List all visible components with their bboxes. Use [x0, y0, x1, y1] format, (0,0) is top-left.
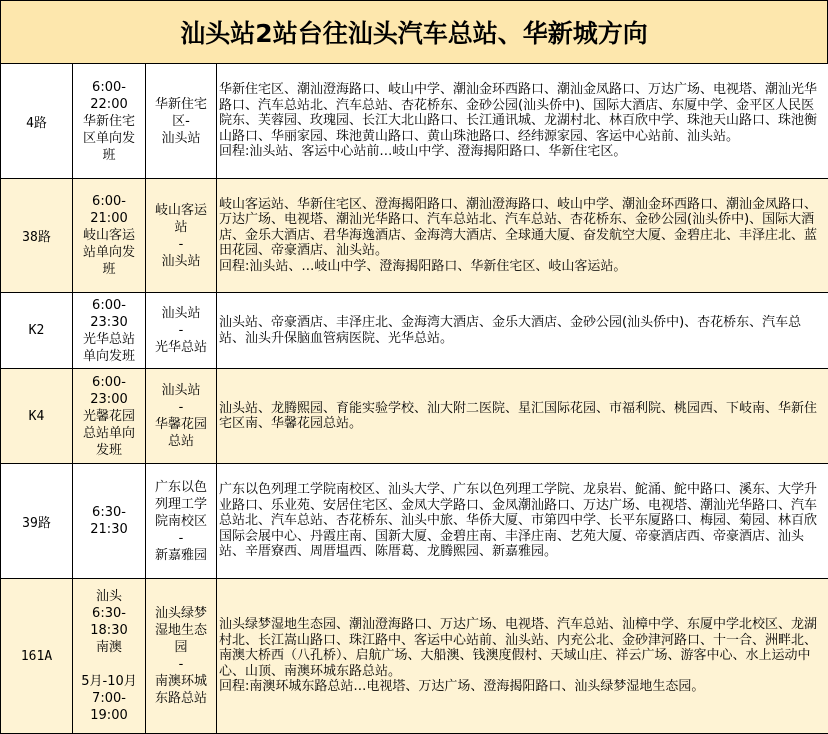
route-direction-line: 岐山客运	[148, 202, 214, 219]
outbound-stops: 广东以色列理工学院南校区、汕头大学、广东以色列理工学院、龙泉岩、鮀涌、鮀中路口、溪东、大学升业路口、乐业苑、安居住宅区、金凤大学路口、金凤潮汕路口、万达广场、电视塔、潮汕光华路口、汽车总站北、汽车总站、杏花桥东、汕头中旅、华侨大厦、市第四中学、长平东厦路口、梅园、菊园、林百欣国际会展中心、丹霞庄南、国新大厦、金碧庄南、丰泽庄南、艺苑大厦、帝豪酒店西、帝豪酒店、汕头站、辛厝寮西、周厝塭西、陈厝葛、龙腾熙园、新嘉雅园。	[219, 482, 826, 560]
service-hours-line: 23:30	[75, 314, 143, 331]
route-row	[1, 64, 828, 179]
route-direction-line: 汕头站	[148, 305, 214, 322]
route-number: 4路	[1, 64, 73, 179]
service-hours	[73, 579, 146, 734]
service-hours-line: 6:30-	[75, 605, 143, 622]
outbound-stops: 岐山客运站、华新住宅区、澄海揭阳路口、潮汕澄海路口、岐山中学、潮汕金环西路口、潮汕金凤路口、万达广场、电视塔、潮汕光华路口、汽车总站北、汽车总站、杏花桥东、金砂公园(汕头侨中)、国际大酒店、金乐大酒店、君华海逸酒店、金海湾大酒店、全球通大厦、奋发航空大厦、金碧庄北、丰泽庄北、蓝田花园、帝豪酒店、汕头站。	[219, 197, 826, 259]
service-hours-line: 单向发班	[75, 348, 143, 365]
route-direction-line: 区-	[148, 113, 214, 130]
route-direction-line: -	[148, 399, 214, 416]
service-hours-line: 6:00-	[75, 193, 143, 210]
route-direction-line: 汕头站	[148, 253, 214, 270]
stop-list	[217, 293, 828, 369]
route-number: 38路	[1, 179, 73, 293]
stop-list	[217, 579, 828, 734]
route-direction	[146, 369, 217, 464]
route-direction-line: 东路总站	[148, 690, 214, 707]
route-number: 161A	[1, 579, 73, 734]
route-direction-line: 列理工学	[148, 496, 214, 513]
service-hours-line: 光华总站	[75, 331, 143, 348]
route-row	[1, 579, 828, 734]
service-hours-line: 班	[75, 147, 143, 164]
stop-list	[217, 179, 828, 293]
service-hours-line: 21:30	[75, 521, 143, 538]
service-hours-line: 班	[75, 261, 143, 278]
service-hours-line: 5月-10月	[75, 673, 143, 690]
stop-list	[217, 64, 828, 179]
service-hours-line	[75, 656, 143, 673]
service-hours-line: 7:00-	[75, 690, 143, 707]
service-hours-line: 汕头	[75, 588, 143, 605]
service-hours-line: 6:00-	[75, 79, 143, 96]
route-row	[1, 179, 828, 293]
route-direction-line: 汕头绿梦	[148, 605, 214, 622]
route-direction-line: -	[148, 530, 214, 547]
route-number: K2	[1, 293, 73, 369]
route-direction-line: 广东以色	[148, 479, 214, 496]
route-row	[1, 293, 828, 369]
service-hours-line: 6:00-	[75, 297, 143, 314]
service-hours	[73, 369, 146, 464]
outbound-stops: 汕头绿梦湿地生态园、潮汕澄海路口、万达广场、电视塔、汽车总站、汕樟中学、东厦中学北校区、龙湖村北、长江嵩山路口、珠江路中、客运中心站前、汕头站、内充公北、金砂津河路口、十一合、洲畔北、南澳大桥西（八孔桥）、启航广场、大船澳、钱澳度假村、天域山庄、祥云广场、游客中心、水上运动中心、山顶、南澳环城东路总站。	[219, 617, 826, 679]
route-direction-line: 华馨花园	[148, 416, 214, 433]
service-hours-line: 21:00	[75, 210, 143, 227]
outbound-stops: 汕头站、帝豪酒店、丰泽庄北、金海湾大酒店、金乐大酒店、金砂公园(汕头侨中)、杏花桥东、汽车总站、汕头升保脑血管病医院、光华总站。	[219, 315, 826, 346]
route-direction-line: 站	[148, 219, 214, 236]
return-stops: 回程:汕头站、客运中心站前…岐山中学、澄海揭阳路口、华新住宅区。	[219, 144, 826, 160]
route-direction	[146, 464, 217, 579]
service-hours-line: 岐山客运	[75, 227, 143, 244]
route-direction-line: -	[148, 236, 214, 253]
route-direction	[146, 579, 217, 734]
route-direction	[146, 64, 217, 179]
route-direction-line: 华新住宅	[148, 96, 214, 113]
stop-list	[217, 369, 828, 464]
service-hours-line: 总站单向	[75, 425, 143, 442]
service-hours-line: 19:00	[75, 707, 143, 724]
route-direction	[146, 179, 217, 293]
stop-list	[217, 464, 828, 579]
service-hours	[73, 464, 146, 579]
route-direction-line: 光华总站	[148, 339, 214, 356]
service-hours-line: 23:00	[75, 391, 143, 408]
outbound-stops: 汕头站、龙腾熙园、育能实验学校、汕大附二医院、星汇国际花园、市福利院、桃园西、下岐南、华新住宅区南、华馨花园总站。	[219, 401, 826, 432]
route-direction-line: 院南校区	[148, 513, 214, 530]
route-number: 39路	[1, 464, 73, 579]
service-hours	[73, 64, 146, 179]
route-direction-line: 总站	[148, 433, 214, 450]
route-direction-line: 汕头站	[148, 130, 214, 147]
service-hours-line: 6:30-	[75, 504, 143, 521]
bus-route-table	[0, 63, 828, 734]
route-number: K4	[1, 369, 73, 464]
service-hours-line: 发班	[75, 442, 143, 459]
page-title: 汕头站2站台往汕头汽车总站、华新城方向	[0, 0, 828, 64]
route-direction-line: 汕头站	[148, 382, 214, 399]
outbound-stops: 华新住宅区、潮汕澄海路口、岐山中学、潮汕金环西路口、潮汕金凤路口、万达广场、电视塔、潮汕光华路口、汽车总站北、汽车总站、杏花桥东、金砂公园(汕头侨中)、国际大酒店、东厦中学、金平区人民医院东、芙蓉园、玫瑰园、长江大北山路口、长江通讯城、龙湖村北、林百欣中学、珠池天山路口、珠池衡山路口、华丽家园、珠池黄山路口、黄山珠池路口、经纬源家园、客运中心站前、汕头站。	[219, 82, 826, 144]
route-direction-line: -	[148, 322, 214, 339]
service-hours-line: 华新住宅	[75, 113, 143, 130]
service-hours-line: 光馨花园	[75, 408, 143, 425]
route-row	[1, 369, 828, 464]
route-direction-line: -	[148, 656, 214, 673]
service-hours-line: 22:00	[75, 96, 143, 113]
service-hours-line: 区单向发	[75, 130, 143, 147]
return-stops: 回程:汕头站、…岐山中学、澄海揭阳路口、华新住宅区、岐山客运站。	[219, 259, 826, 275]
service-hours	[73, 179, 146, 293]
service-hours-line: 站单向发	[75, 244, 143, 261]
service-hours-line: 南澳	[75, 639, 143, 656]
route-direction	[146, 293, 217, 369]
service-hours-line: 6:00-	[75, 374, 143, 391]
service-hours-line: 18:30	[75, 622, 143, 639]
route-direction-line: 湿地生态	[148, 622, 214, 639]
return-stops: 回程:南澳环城东路总站…电视塔、万达广场、澄海揭阳路口、汕头绿梦湿地生态园。	[219, 679, 826, 695]
service-hours	[73, 293, 146, 369]
route-direction-line: 南澳环城	[148, 673, 214, 690]
route-direction-line: 新嘉雅园	[148, 547, 214, 564]
route-row	[1, 464, 828, 579]
route-direction-line: 园	[148, 639, 214, 656]
